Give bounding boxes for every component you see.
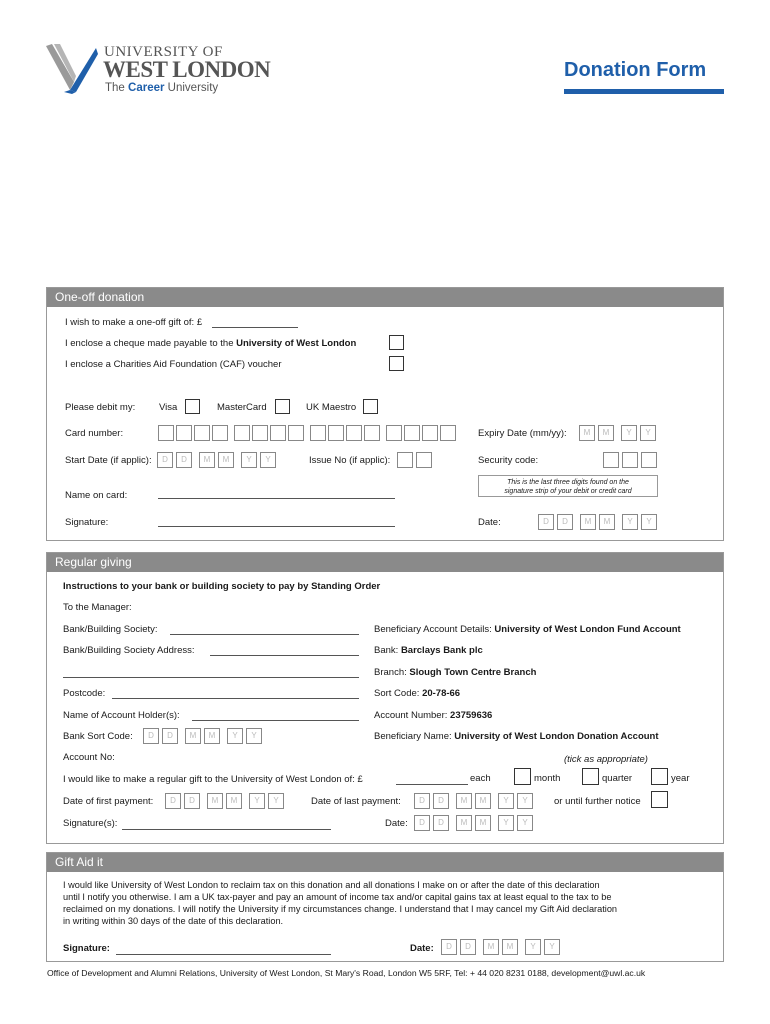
start-date-cell[interactable]: M (199, 452, 215, 468)
sort-code-cell[interactable]: M (185, 728, 201, 744)
card-number-label: Card number: (65, 428, 124, 439)
card-number-cell[interactable] (234, 425, 250, 441)
start-date-cell[interactable]: D (176, 452, 192, 468)
name-on-card-label: Name on card: (65, 490, 128, 501)
issue-no-label: Issue No (if applic): (309, 455, 391, 466)
debit-label: Please debit my: (65, 402, 136, 413)
card-number-cell[interactable] (176, 425, 192, 441)
gift-aid-date-label: Date: (410, 943, 434, 954)
regular-date-label: Date: (385, 818, 408, 829)
gift-aid-date-cell[interactable]: D (460, 939, 476, 955)
card-number-cell[interactable] (212, 425, 228, 441)
regular-date-cell[interactable]: M (456, 815, 472, 831)
expiry-label: Expiry Date (mm/yy): (478, 428, 567, 439)
year-label: year (671, 773, 690, 784)
date-label: Date: (478, 517, 501, 528)
regular-date-cell[interactable]: D (414, 815, 430, 831)
start-date-cell[interactable]: Y (260, 452, 276, 468)
quarter-label: quarter (602, 773, 633, 784)
first-payment-cell[interactable]: M (207, 793, 223, 809)
regular-amount-field[interactable] (396, 784, 468, 785)
gift-aid-date-cell[interactable]: M (502, 939, 518, 955)
bank-address-field-2[interactable] (63, 677, 359, 678)
card-number-cell[interactable] (422, 425, 438, 441)
gift-aid-date-cell[interactable]: D (441, 939, 457, 955)
form-title: Donation Form (564, 59, 707, 81)
gift-aid-declaration: I would like University of West London to reclaim tax on this donation and all donations I make on or after the date of this declaration until I notify you otherwise. I am a UK tax-payer and pay an amount of income tax and/or capital gains tax at least equal to the tax to be reclaimed on my donations. I will notify the University if my circumstances change. I understand that I may cancel my Gift Aid declaration in writing within 30 days of the date of this declaration. (63, 880, 618, 926)
sort-code-cell[interactable]: M (204, 728, 220, 744)
name-on-card-field[interactable] (158, 498, 395, 499)
logo-line2: WEST LONDON (103, 57, 271, 82)
security-note: This is the last three digits found on the signature strip of your debit or credit card (478, 475, 658, 497)
expiry-cell[interactable]: M (579, 425, 595, 441)
regular-date-cell[interactable]: D (433, 815, 449, 831)
title-underline (564, 89, 724, 94)
quarter-checkbox[interactable] (582, 768, 599, 785)
card-number-cell[interactable] (386, 425, 402, 441)
postcode-label: Postcode: (63, 688, 106, 699)
first-payment-cell[interactable]: Y (268, 793, 284, 809)
card-number-cell[interactable] (194, 425, 210, 441)
issue-no-cell[interactable] (397, 452, 413, 468)
university-logo (44, 42, 294, 98)
bank-address-field[interactable] (210, 655, 359, 656)
maestro-checkbox[interactable] (363, 399, 378, 414)
month-checkbox[interactable] (514, 768, 531, 785)
security-code-cell[interactable] (641, 452, 657, 468)
regular-date-cell[interactable]: Y (498, 815, 514, 831)
expiry-cell[interactable]: Y (640, 425, 656, 441)
card-number-cell[interactable] (404, 425, 420, 441)
further-notice-checkbox[interactable] (651, 791, 668, 808)
first-payment-label: Date of first payment: (63, 796, 154, 807)
card-number-cell[interactable] (440, 425, 456, 441)
beneficiary-branch: Branch: Slough Town Centre Branch (374, 667, 537, 678)
beneficiary-bank: Bank: Barclays Bank plc (374, 645, 483, 656)
visa-checkbox[interactable] (185, 399, 200, 414)
further-notice-label: or until further notice (554, 796, 641, 807)
gift-aid-date-cell[interactable]: Y (525, 939, 541, 955)
gift-aid-signature-field[interactable] (116, 954, 331, 955)
account-no-label: Account No: (63, 752, 115, 763)
postcode-field[interactable] (112, 698, 359, 699)
first-payment-cell[interactable]: D (184, 793, 200, 809)
beneficiary-account-details: Beneficiary Account Details: University of West London Fund Account (374, 624, 681, 635)
footer-contact: Office of Development and Alumni Relations, University of West London, St Mary's Road, London W5 5RF, Tel: + 44 020 8231 0188, development@uwl.ac.uk (47, 968, 646, 978)
section-heading: One-off donation (47, 288, 723, 307)
to-manager-label: To the Manager: (63, 602, 132, 613)
date-cell[interactable]: Y (641, 514, 657, 530)
gift-aid-date-cell[interactable]: M (483, 939, 499, 955)
regular-date-cell[interactable]: M (475, 815, 491, 831)
regular-signatures-label: Signature(s): (63, 818, 118, 829)
signature-field[interactable] (158, 526, 395, 527)
last-payment-label: Date of last payment: (311, 796, 401, 807)
expiry-cell[interactable]: M (598, 425, 614, 441)
maestro-label: UK Maestro (306, 402, 357, 413)
standing-order-instructions: Instructions to your bank or building society to pay by Standing Order (63, 581, 381, 592)
date-cell[interactable]: D (538, 514, 554, 530)
section-heading: Regular giving (47, 553, 723, 572)
last-payment-cell[interactable]: M (456, 793, 472, 809)
logo-line1: UNIVERSITY OF (104, 44, 223, 60)
sort-code-cell[interactable]: Y (246, 728, 262, 744)
first-payment-cell[interactable]: D (165, 793, 181, 809)
expiry-cell[interactable]: Y (621, 425, 637, 441)
last-payment-cell[interactable]: Y (517, 793, 533, 809)
start-date-label: Start Date (if applic): (65, 455, 152, 466)
issue-no-cell[interactable] (416, 452, 432, 468)
regular-signatures-field[interactable] (122, 829, 331, 830)
logo-tagline: The Career University (105, 82, 219, 94)
first-payment-cell[interactable]: M (226, 793, 242, 809)
sort-code-cell[interactable]: D (162, 728, 178, 744)
tick-note: (tick as appropriate) (564, 754, 648, 765)
card-number-cell[interactable] (346, 425, 362, 441)
visa-label: Visa (159, 402, 178, 413)
each-label: each (470, 773, 491, 784)
card-number-cell[interactable] (328, 425, 344, 441)
bank-society-label: Bank/Building Society: (63, 624, 158, 635)
logo-wing-icon (44, 42, 98, 94)
security-code-label: Security code: (478, 455, 539, 466)
security-code-cell[interactable] (603, 452, 619, 468)
date-cell[interactable]: D (557, 514, 573, 530)
date-cell[interactable]: M (599, 514, 615, 530)
last-payment-cell[interactable]: Y (498, 793, 514, 809)
one-off-gift-label: I wish to make a one-off gift of: £ (65, 317, 203, 328)
bank-society-field[interactable] (170, 634, 359, 635)
regular-date-cell[interactable]: Y (517, 815, 533, 831)
last-payment-cell[interactable]: M (475, 793, 491, 809)
security-code-cell[interactable] (622, 452, 638, 468)
card-number-cell[interactable] (310, 425, 326, 441)
card-number-cell[interactable] (364, 425, 380, 441)
account-holder-label: Name of Account Holder(s): (63, 710, 180, 721)
beneficiary-sort-code: Sort Code: 20-78-66 (374, 688, 461, 699)
account-holder-field[interactable] (192, 720, 359, 721)
card-number-cell[interactable] (270, 425, 286, 441)
caf-label: I enclose a Charities Aid Foundation (CAF) voucher (65, 359, 282, 370)
start-date-cell[interactable]: Y (241, 452, 257, 468)
mastercard-label: MasterCard (217, 402, 267, 413)
mastercard-checkbox[interactable] (275, 399, 290, 414)
card-number-cell[interactable] (288, 425, 304, 441)
caf-checkbox[interactable] (389, 356, 404, 371)
card-number-cell[interactable] (252, 425, 268, 441)
sort-code-cell[interactable]: D (143, 728, 159, 744)
sort-code-label: Bank Sort Code: (63, 731, 133, 742)
start-date-cell[interactable]: M (218, 452, 234, 468)
month-label: month (534, 773, 561, 784)
cheque-label: I enclose a cheque made payable to the University of West London (65, 338, 357, 349)
regular-gift-label: I would like to make a regular gift to the University of West London of: £ (63, 774, 363, 785)
sort-code-cell[interactable]: Y (227, 728, 243, 744)
gift-aid-signature-label: Signature: (63, 943, 110, 954)
bank-address-label: Bank/Building Society Address: (63, 645, 195, 656)
section-heading: Gift Aid it (47, 853, 723, 872)
first-payment-cell[interactable]: Y (249, 793, 265, 809)
one-off-amount-field[interactable] (212, 327, 298, 328)
card-number-cells[interactable] (158, 425, 468, 441)
beneficiary-name: Beneficiary Name: University of West London Donation Account (374, 731, 659, 742)
cheque-checkbox[interactable] (389, 335, 404, 350)
gift-aid-date-cell[interactable]: Y (544, 939, 560, 955)
date-cell[interactable]: Y (622, 514, 638, 530)
beneficiary-account-number: Account Number: 23759636 (374, 710, 493, 721)
year-checkbox[interactable] (651, 768, 668, 785)
card-number-cell[interactable] (158, 425, 174, 441)
date-cell[interactable]: M (580, 514, 596, 530)
start-date-cell[interactable]: D (157, 452, 173, 468)
signature-label: Signature: (65, 517, 109, 528)
last-payment-cell[interactable]: D (433, 793, 449, 809)
last-payment-cell[interactable]: D (414, 793, 430, 809)
